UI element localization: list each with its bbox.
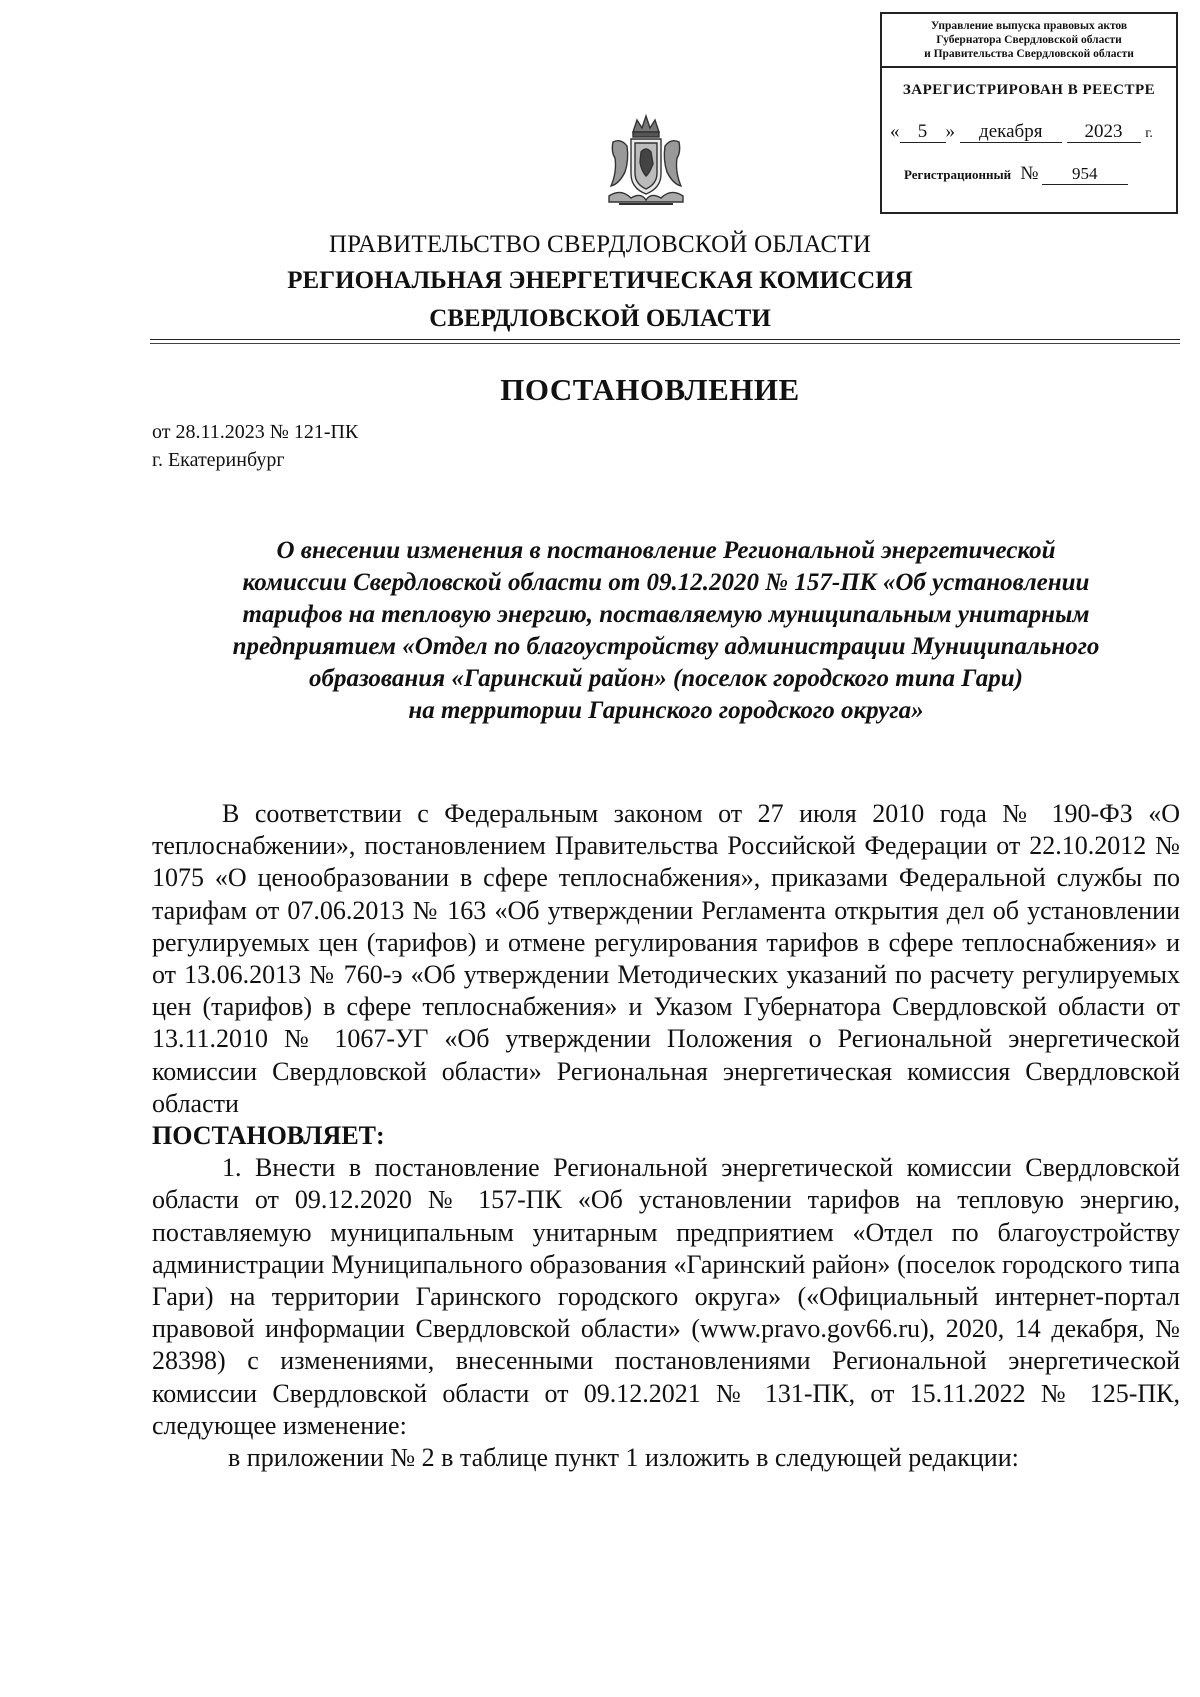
preamble-paragraph: В соответствии с Федеральным законом от 27 июля 2010 года № 190-ФЗ «О теплоснабжении», постановлением Правительства Российской Федерации от 22.10.2012 № 1075 «О ценообразовании в сфере теплоснабжения», приказами Федеральной службы по тарифам от 07.06.2013 № 163 «Об утверждении Регламента открытия дел об установлении регулируемых цен (тарифов) и отмене регулирования тарифов в сфере теплоснабжения» и от 13.06.2013 № 760-э «Об утверждении Методических указаний по расчету регулируемых цен (тарифов) в сфере теплоснабжения» и Указом Губернатора Свердловской области от 13.11.2010 № 1067-УГ «Об утверждении Положения о Региональной энергетической комиссии Свердловской области» Региональная энергетическая комиссия Свердловской области xyxy=(152,799,1180,1118)
stamp-year-suffix: г. xyxy=(1145,126,1153,141)
stamp-close-quote: » xyxy=(945,121,955,142)
subject-line: предприятием «Отдел по благоустройству администрации Муниципального xyxy=(232,633,1100,660)
issuer-header xyxy=(150,228,1050,338)
stamp-org-line: Управление выпуска правовых актов xyxy=(930,20,1128,32)
stamp-year: 2023 xyxy=(1067,122,1141,143)
item-1-subparagraph: в приложении № 2 в таблице пункт 1 изложить в следующей редакции: xyxy=(228,1443,1019,1473)
commission-name-line-2: СВЕРДЛОВСКОЙ ОБЛАСТИ xyxy=(429,305,771,332)
document-meta xyxy=(152,418,358,474)
stamp-registration xyxy=(904,163,1176,185)
subject-line: О внесении изменения в постановление Региональной энергетической xyxy=(276,537,1056,564)
stamp-date xyxy=(890,121,1176,143)
stamp-organization xyxy=(882,14,1176,68)
stamp-org-line: и Правительства Свердловской области xyxy=(924,48,1134,60)
stamp-org-line: Губернатора Свердловской области xyxy=(936,34,1122,46)
document-subject xyxy=(150,535,1182,727)
header-rule xyxy=(150,339,1180,340)
stamp-registered-label: ЗАРЕГИСТРИРОВАН В РЕЕСТРЕ xyxy=(902,82,1156,98)
stamp-month: декабря xyxy=(960,122,1062,143)
government-name: ПРАВИТЕЛЬСТВО СВЕРДЛОВСКОЙ ОБЛАСТИ xyxy=(328,231,872,258)
header-rule-thin xyxy=(150,343,1180,344)
stamp-number-sign: № xyxy=(1020,163,1039,184)
stamp-open-quote: « xyxy=(890,121,900,142)
document-city: г. Екатеринбург xyxy=(152,449,285,471)
document-date-number: от 28.11.2023 № 121-ПК xyxy=(152,421,359,443)
stamp-day: 5 xyxy=(900,122,946,143)
document-body xyxy=(152,798,1180,1474)
registry-stamp xyxy=(880,12,1178,214)
commission-name-line-1: РЕГИОНАЛЬНАЯ ЭНЕРГЕТИЧЕСКАЯ КОМИССИЯ xyxy=(287,267,913,294)
stamp-reg-label: Регистрационный xyxy=(904,167,1012,182)
subject-line: на территории Гаринского городского округа» xyxy=(408,697,924,724)
coat-of-arms-icon xyxy=(601,112,691,208)
subject-line: образования «Гаринский район» (поселок городского типа Гари) xyxy=(309,665,1023,692)
subject-line: комиссии Свердловской области от 09.12.2020 № 157-ПК «Об установлении xyxy=(242,569,1090,596)
decree-word: ПОСТАНОВЛЯЕТ: xyxy=(152,1121,385,1151)
stamp-reg-number: 954 xyxy=(1042,164,1128,185)
subject-line: тарифов на тепловую энергию, поставляемую муниципальным унитарным xyxy=(242,601,1090,628)
document-type: ПОСТАНОВЛЕНИЕ xyxy=(500,372,800,407)
item-1-paragraph: 1. Внести в постановление Региональной энергетической комиссии Свердловской области от 09.12.2020 № 157-ПК «Об установлении тарифов на тепловую энергию, поставляемую муниципальным унитарным предприятием «Отдел по благоустройству администрации Муниципального образования «Гаринский район» (поселок городского типа Гари) на территории Гаринского городского округа» («Официальный интернет-портал правовой информации Свердловской области» (www.pravo.gov66.ru), 2020, 14 декабря, № 28398) с изменениями, внесенными постановлениями Региональной энергетической комиссии Свердловской области от 09.12.2021 № 131-ПК, от 15.11.2022 № 125-ПК, следующее изменение: xyxy=(152,1153,1180,1440)
